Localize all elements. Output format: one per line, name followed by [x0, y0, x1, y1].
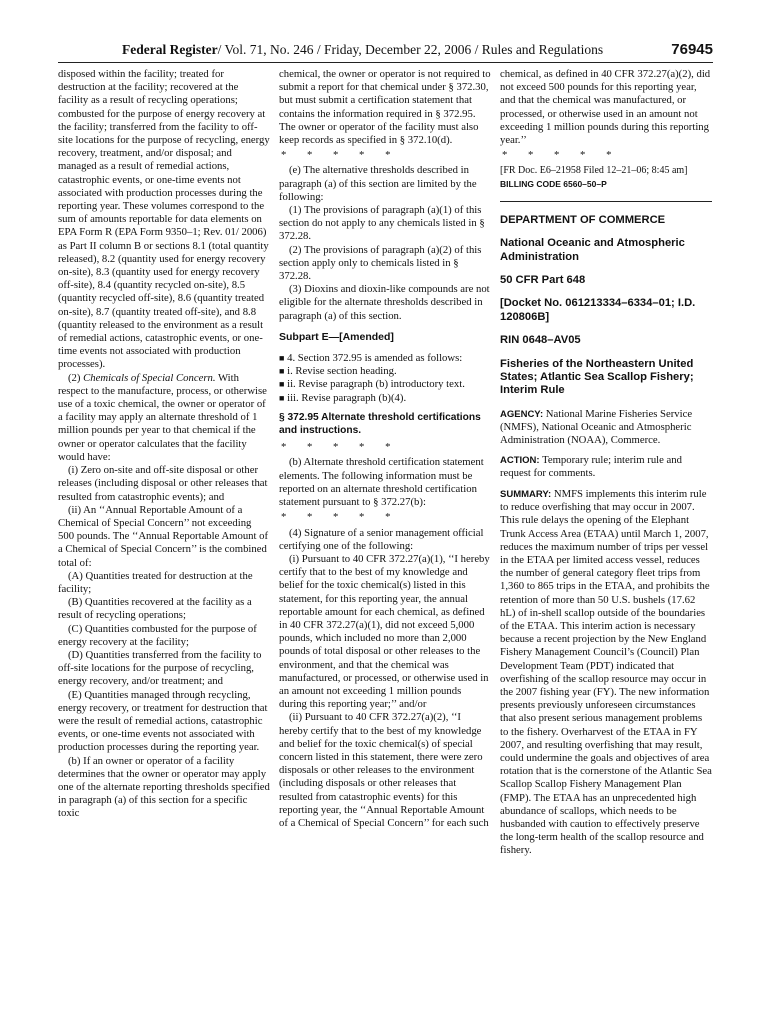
summary-text: NMFS implements this interim rule to reduce overfishing that may occur in 2007. This rule delays the opening of the Elephant Trunk Access Area (ETAA) until March 1, 2007, reduces the maximum number of trips per vessel in the ETAA per limited access vessel, reduces the number of general category fleet trips from 1,360 to 865 trips in the ETAA, and prohibits the retention of more than 50 U.S. bushels (17.62 hL) of in-shell scallop outside of the boundaries of the ETAA. This interim action is necessary because a recent projection by the New England Fishery Management Council’s (Council) Plan Development Team (PDT) indicated that overfishing of the scallop resource may occur in the 2007 fishing year (FY). The new information presents previously unforeseen circumstances that also present serious management problems to the fishery. Overharvest of the ETAA in FY 2007, and resulting overfishing that may result, could undermine the goals and objectives of area rotation that is the cornerstone of the Atlantic Sea Scallop Scallop Fishery Management Plan (FMP). The ETAA has an unprecedented high abundance of scallops, which needs to be husbanded with caution to effectively preserve the long-term health of the scallop resource and fishery. [500, 487, 712, 857]
omission-stars: * * * * * [281, 441, 391, 454]
page-number: 76945 [671, 41, 713, 58]
paragraph: (i) Pursuant to 40 CFR 372.27(a)(1), ‘‘I hereby certify that to the best of my knowledge and belief for the toxic chemical(s) listed in this statement, for this reporting year, the annual reportable amount for each chemical, as defined in 40 CFR 372.27(a)(1), did not exceed 5,000 pounds, which included no more than 2,000 pounds of total disposal or other releases to the environment, and that the chemical was manufactured, or processed, or otherwise used in an amount not exceeding 1 million pounds during this reporting year;’’ and/or [279, 552, 490, 711]
square-bullet-icon: ■ [279, 353, 285, 364]
rin-number: RIN 0648–AV05 [500, 334, 581, 347]
fr-doc-line: [FR Doc. E6–21958 Filed 12–21–06; 8:45 am] [500, 165, 688, 177]
omission-stars: * * * * * [281, 511, 391, 524]
agency-label: AGENCY: [500, 408, 544, 420]
action-statement [500, 454, 712, 480]
page-header [58, 40, 713, 60]
paragraph: disposed within the facility; treated for destruction at the facility; recovered at the facility as a result of recycling operations; combusted for the purpose of energy recovery at the facility; transferred from the facility to off-site locations for the purpose of recycling, energy recovery, treatment, and/or disposal; and managed as a result of remedial actions, catastrophic events, or one-time events not associated with production processes during the reporting year. These volumes correspond to the sum of amounts reportable for data elements on EPA Form R (EPA Form 9350–1; Rev. 01/ 2006) as Part II column B or sections 8.1 (total quantity released), 8.2 (quantity used for energy recovery on-site), 8.3 (quantity used for energy recovery off-site), 8.4 (quantity recycled on-site), 8.5 (quantity recycled off-site), 8.6 (quantity treated on-site), 8.7 (quantity treated off-site), and 8.8 (quantity released to the environment as a result of remedial actions, catastrophic events, or one-time events not associated with production processes). [58, 68, 270, 371]
paragraph: (b) Alternate threshold certification statement elements. The following information must be reported on an alternate threshold certification statement pursuant to § 372.27(b): [279, 456, 484, 509]
paragraph-chemicals-of-special-concern [58, 372, 270, 464]
paragraph-number: (2) [68, 371, 81, 384]
header-citation [122, 40, 603, 60]
subpart-heading: Subpart E—[Amended] [279, 330, 394, 343]
paragraph: (4) Signature of a senior management official certifying one of the following: [279, 526, 484, 552]
paragraph: (C) Quantities combusted for the purpose of energy recovery at the facility; [58, 622, 257, 648]
header-rule [58, 62, 713, 63]
square-bullet-icon: ■ [279, 366, 285, 377]
amendment-item [279, 392, 491, 405]
amendment-item [279, 378, 491, 391]
amendment-text: 4. Section 372.95 is amended as follows: [287, 352, 463, 365]
docket-number: [Docket No. 061213334–6334–01; I.D. 120806B] [500, 297, 696, 323]
department-name: DEPARTMENT OF COMMERCE [500, 213, 666, 226]
section-divider [500, 201, 712, 202]
paragraph: (e) The alternative thresholds described in paragraph (a) of this section are limited by the following: [279, 164, 477, 203]
square-bullet-icon: ■ [279, 379, 285, 390]
section-heading: § 372.95 Alternate threshold certifications and instructions. [279, 411, 481, 437]
paragraph: (ii) An ‘‘Annual Reportable Amount of a Chemical of Special Concern’’ not exceeding 500 pounds. The ‘‘Annual Reportable Amount of a Chemical of Special Concern’’ is the combined total of: [58, 503, 269, 569]
paragraph-text: With respect to the manufacture, process, or otherwise use of a toxic chemical, the owner or operator of a facility may apply an alternate threshold of 1 million pounds per year to that chemical if the owner or operator calculates that the facility would have: [58, 371, 267, 463]
amendment-text: iii. Revise paragraph (b)(4). [287, 391, 407, 404]
paragraph: chemical, the owner or operator is not required to submit a report for that chemical under § 372.30, but must submit a certification statement that contains the information required in § 372.95. The owner or operator of the facility must also keep records as specified in § 372.10(d). [279, 68, 491, 147]
paragraph: (1) The provisions of paragraph (a)(1) of this section do not apply to any chemicals listed in § 372.28. [279, 204, 485, 243]
action-label: ACTION: [500, 454, 540, 466]
paragraph: (2) The provisions of paragraph (a)(2) of this section apply only to chemicals listed in § 372.28. [279, 243, 482, 283]
paragraph: (E) Quantities managed through recycling, energy recovery, or treatment for destruction that were the result of remedial actions, catastrophic events, or one-time events not associated with production processes during the reporting year. [58, 688, 268, 754]
square-bullet-icon: ■ [279, 392, 285, 403]
billing-code: BILLING CODE 6560–50–P [500, 178, 607, 189]
paragraph: (A) Quantities treated for destruction at the facility; [58, 569, 253, 595]
column-1 [58, 68, 270, 821]
agency-statement [500, 408, 712, 448]
action-text: Temporary rule; interim rule and request for comments. [500, 453, 682, 479]
amendment-item [279, 352, 491, 365]
amendment-text: i. Revise section heading. [287, 365, 397, 378]
italic-term: Chemicals of Special Concern. [83, 371, 216, 384]
amendment-text: ii. Revise paragraph (b) introductory text. [287, 378, 465, 391]
cfr-part: 50 CFR Part 648 [500, 274, 586, 287]
column-3 [500, 68, 712, 858]
omission-stars: * * * * * [502, 149, 612, 162]
issue-details: / Vol. 71, No. 246 / Friday, December 22, 2006 / Rules and Regulations [217, 42, 604, 57]
paragraph: (b) If an owner or operator of a facility determines that the owner or operator may apply one of the alternate reporting thresholds specified in paragraph (a) of this section for a specific toxic [58, 754, 270, 820]
paragraph: (i) Zero on-site and off-site disposal or other releases (including disposal or other releases that resulted from catastrophic events); and [58, 464, 268, 503]
agency-text: National Marine Fisheries Service (NMFS), National Oceanic and Atmospheric Administration (NOAA), Commerce. [500, 407, 693, 447]
paragraph: chemical, as defined in 40 CFR 372.27(a)(2), did not exceed 500 pounds for this reporting year, and that the chemical was manufactured, or processed, or otherwise used in an amount not exceeding 1 million pounds during this reporting year.’’ [500, 68, 711, 147]
paragraph: (D) Quantities transferred from the facility to off-site locations for the purpose of recycling, energy recovery, and/or treatment; and [58, 648, 262, 688]
rule-title: Fisheries of the Northeastern United States; Atlantic Sea Scallop Fishery; Interim Rule [500, 357, 694, 397]
paragraph: (3) Dioxins and dioxin-like compounds are not eligible for the alternate thresholds described in paragraph (a) of this section. [279, 283, 490, 322]
paragraph: (ii) Pursuant to 40 CFR 372.27(a)(2), ‘‘I hereby certify that to the best of my knowledge and belief for the toxic chemical(s) of special concern listed in this statement, there were zero disposals or other releases to the environment (including disposals or other releases that resulted from catastrophic events) for this reporting year, the ‘‘Annual Reportable Amount of a Chemical of Special Concern’’ for each such [279, 711, 489, 829]
amendment-item [279, 365, 491, 378]
publication-name: Federal Register [122, 42, 218, 57]
summary-label: SUMMARY: [500, 488, 552, 500]
paragraph: (B) Quantities recovered at the facility as a result of recycling operations; [58, 596, 252, 622]
summary-statement [500, 488, 712, 858]
omission-stars: * * * * * [281, 149, 391, 162]
column-2 [279, 68, 491, 830]
agency-name: National Oceanic and Atmospheric Administration [500, 237, 685, 263]
